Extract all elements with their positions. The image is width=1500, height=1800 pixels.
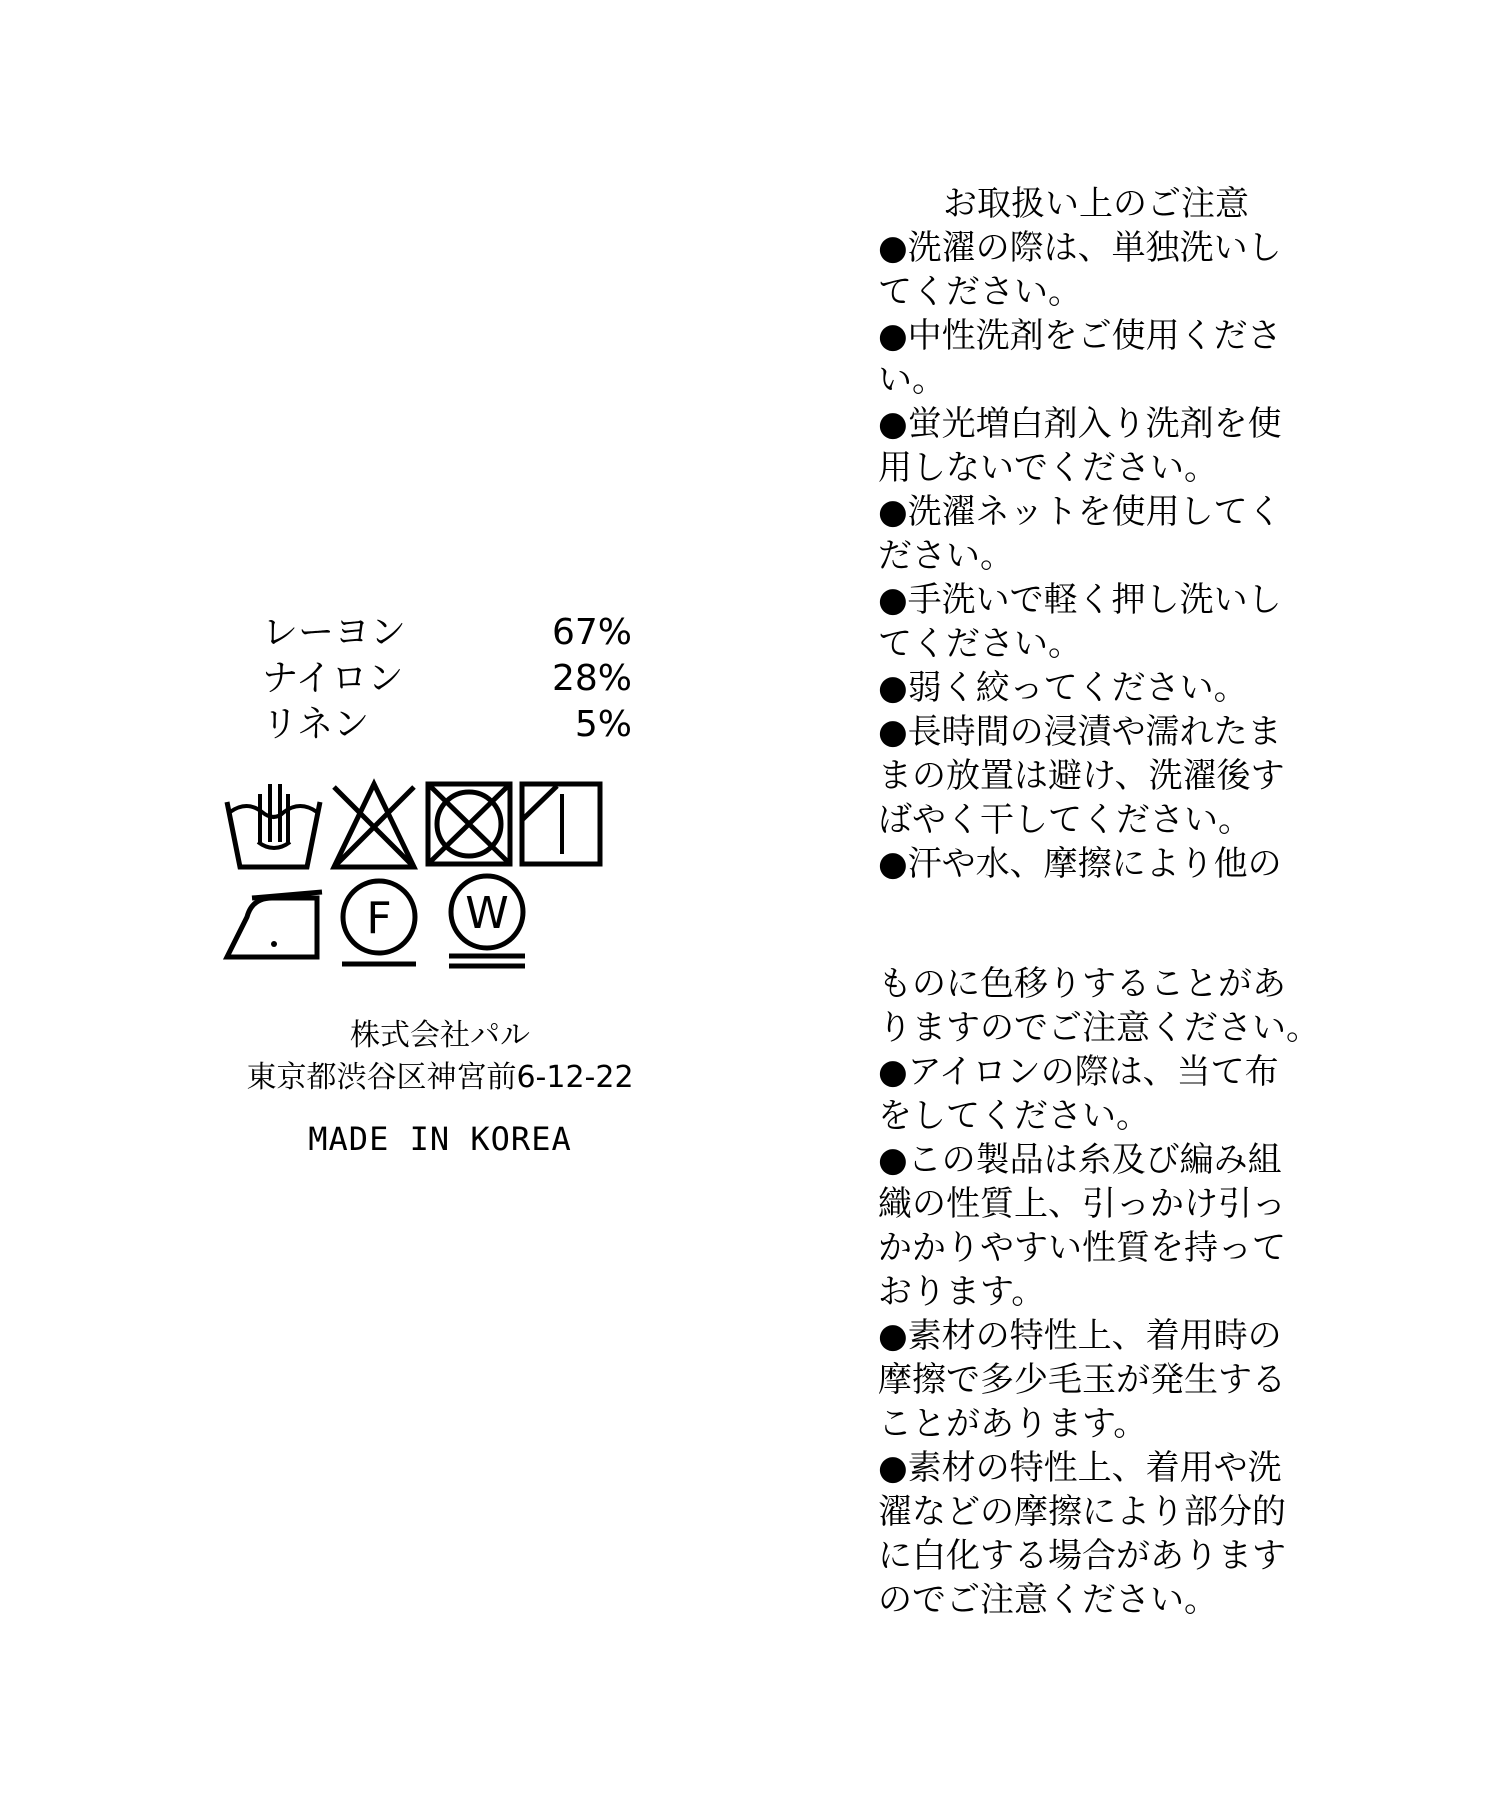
notes-line: ●洗濯の際は、単独洗いし (878, 228, 1282, 268)
no-tumble-dry-icon (428, 784, 510, 864)
notes-line: ●汗や水、摩擦により他の (878, 844, 1282, 884)
notes-line: てください。 (878, 272, 1082, 312)
notes-line: ●アイロンの際は、当て布 (878, 1052, 1279, 1092)
composition-row (262, 702, 632, 748)
notes-line: ●中性洗剤をご使用くださ (878, 316, 1282, 356)
company-name: 株式会社パル (350, 1018, 530, 1053)
line-dry-shade-icon (522, 784, 600, 864)
material-name: レーヨン (262, 612, 407, 653)
notes-line: のでご注意ください。 (878, 1580, 1218, 1620)
notes-line: ことがあります。 (878, 1404, 1148, 1444)
notes-line: ●蛍光増白剤入り洗剤を使 (878, 404, 1282, 444)
notes-line: ●手洗いで軽く押し洗いし (878, 580, 1282, 620)
care-notes-part2 (878, 962, 1398, 1622)
no-bleach-icon (334, 784, 414, 867)
notes-line: りますのでご注意ください。 (878, 1008, 1320, 1048)
notes-line: 濯などの摩擦により部分的 (878, 1492, 1286, 1532)
material-percent: 5% (574, 704, 632, 745)
notes-line: ●この製品は糸及び編み組 (878, 1140, 1282, 1180)
notes-line: ●長時間の浸漬や濡れたま (878, 712, 1282, 752)
dry-clean-icon (342, 881, 416, 964)
company-info (200, 1015, 680, 1099)
wet-clean-label: W (465, 888, 509, 939)
material-name: ナイロン (262, 658, 404, 699)
notes-line: ●素材の特性上、着用時の (878, 1316, 1282, 1356)
notes-line: ものに色移りすることがあ (878, 964, 1286, 1004)
material-percent: 28% (551, 658, 632, 699)
notes-line: ●素材の特性上、着用や洗 (878, 1448, 1282, 1488)
dry-clean-label: F (366, 893, 392, 944)
notes-line: ださい。 (878, 536, 1014, 576)
notes-line: に白化する場合があります (878, 1536, 1286, 1576)
notes-line: かかりやすい性質を持って (878, 1228, 1286, 1268)
material-name: リネン (262, 704, 370, 745)
iron-low-icon (227, 892, 322, 957)
notes-line: ●洗濯ネットを使用してく (878, 492, 1282, 532)
notes-line: ●弱く絞ってください。 (878, 668, 1248, 708)
care-symbols (222, 772, 642, 972)
composition-row (262, 656, 632, 702)
notes-line: てください。 (878, 624, 1082, 664)
notes-line: 用しないでください。 (878, 448, 1218, 488)
notes-line: まの放置は避け、洗濯後す (878, 756, 1285, 796)
wet-clean-icon (449, 876, 525, 966)
notes-line: をしてください。 (878, 1096, 1150, 1136)
hand-wash-icon (227, 784, 320, 867)
composition-row (262, 610, 632, 656)
notes-line: ばやく干してください。 (878, 800, 1252, 840)
composition-table (262, 610, 632, 748)
notes-line: おります。 (878, 1272, 1046, 1312)
notes-line: 摩擦で多少毛玉が発生する (878, 1360, 1286, 1400)
care-notes-part1 (878, 182, 1398, 886)
company-address: 東京都渋谷区神宮前6-12-22 (246, 1060, 634, 1095)
notes-line: い。 (878, 360, 946, 400)
material-percent: 67% (551, 612, 632, 653)
notes-line: 織の性質上、引っかけ引っ (878, 1184, 1286, 1224)
notes-title: お取扱い上のご注意 (943, 184, 1249, 224)
country-of-origin: MADE IN KOREA (308, 1120, 572, 1158)
